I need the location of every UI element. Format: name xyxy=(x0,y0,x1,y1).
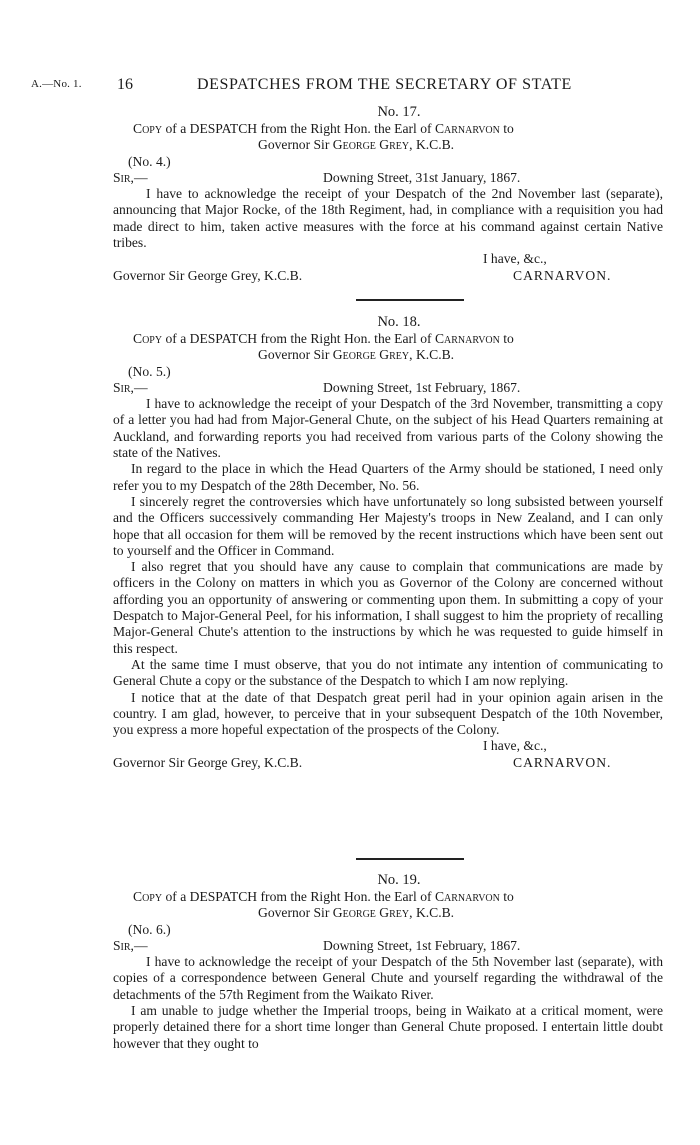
despatch-caption: Copy of a DESPATCH from the Right Hon. the Earl of Carnarvon to xyxy=(133,889,514,904)
despatch-ref: (No. 6.) xyxy=(128,921,171,937)
salutation-line xyxy=(113,380,663,396)
despatch-number: No. 17. xyxy=(377,104,421,120)
signature: CARNARVON. xyxy=(513,267,612,283)
closing: I have, &c., xyxy=(483,738,547,754)
sign-off xyxy=(113,738,663,771)
section-divider xyxy=(356,299,464,301)
despatch-no-18 xyxy=(113,313,663,771)
section-divider xyxy=(356,858,464,860)
running-title: DESPATCHES FROM THE SECRETARY OF STATE xyxy=(197,76,572,93)
despatch-caption: Copy of a DESPATCH from the Right Hon. the Earl of Carnarvon to xyxy=(133,121,514,136)
document-reference: A.—No. 1. xyxy=(31,78,82,90)
despatch-ref: (No. 5.) xyxy=(128,363,171,379)
addressee: Governor Sir George Grey, K.C.B. xyxy=(113,267,303,283)
page-header xyxy=(0,76,700,96)
despatch-date: Downing Street, 1st February, 1867. xyxy=(323,379,521,395)
signature: CARNARVON. xyxy=(513,754,612,770)
despatch-date: Downing Street, 1st February, 1867. xyxy=(323,937,521,953)
despatch-number: No. 19. xyxy=(377,872,421,888)
despatch-caption-recipient: Governor Sir George Grey, K.C.B. xyxy=(258,137,455,153)
despatch-no-17 xyxy=(113,103,663,284)
salutation: Sir,— xyxy=(113,169,148,185)
paragraph: In regard to the place in which the Head Quarters of the Army should be stationed, I need only refer you to my Despatch of the 28th December, No. 56. xyxy=(113,461,663,493)
paragraph: I am unable to judge whether the Imperial troops, being in Waikato at a critical moment, were properly detained there for a short time longer than General Chute proposed. I entertain little doubt however that they ought to xyxy=(113,1003,663,1051)
despatch-date: Downing Street, 31st January, 1867. xyxy=(323,169,521,185)
paragraph: At the same time I must observe, that you do not intimate any intention of communicating to General Chute a copy or the substance of the Despatch to which I am now replying. xyxy=(113,656,663,689)
closing: I have, &c., xyxy=(483,251,547,267)
despatch-ref: (No. 4.) xyxy=(128,153,171,169)
paragraph: I have to acknowledge the receipt of your Despatch of the 3rd November, transmitting a copy of a letter you had had from Major-General Chute, on the subject of his Head Quarters remaining at Auckland, and forwarding reports you had received from various parts of the Colony showing the state of the Natives. xyxy=(113,396,663,461)
sign-off xyxy=(113,251,663,284)
paragraph: I also regret that you should have any cause to complain that communications are made by officers in the Colony on matters in which you as Governor of the Colony are concerned without affording you an opportunity of answering or commenting upon them. In submitting a copy of your Despatch to Major-General Peel, for his information, I shall suggest to him the propriety of recalling Major-General Chute's attention to the instructions by which he was requested to guide himself in this respect. xyxy=(113,559,663,656)
salutation: Sir,— xyxy=(113,937,148,953)
despatch-caption: Copy of a DESPATCH from the Right Hon. the Earl of Carnarvon to xyxy=(133,331,514,346)
salutation: Sir,— xyxy=(113,379,148,395)
addressee: Governor Sir George Grey, K.C.B. xyxy=(113,754,303,770)
despatch-number: No. 18. xyxy=(377,314,421,330)
paragraph: I have to acknowledge the receipt of your Despatch of the 2nd November last (separate), announcing that Major Rocke, of the 18th Regiment, had, in compliance with a requisition you had made direct to him, taken active measures with the force at his command against certain Native tribes. xyxy=(113,186,663,251)
paragraph: I notice that at the date of that Despatch great peril had in your opinion again arisen in the country. I am glad, however, to perceive that in your subsequent Despatch of the 10th November, you express a more hopeful expectation of the prospects of the Colony. xyxy=(113,689,663,738)
despatch-caption-recipient: Governor Sir George Grey, K.C.B. xyxy=(258,347,455,363)
salutation-line xyxy=(113,938,663,954)
salutation-line xyxy=(113,170,663,186)
page-number: 16 xyxy=(117,76,133,93)
paragraph: I sincerely regret the controversies which have unfortunately so long subsisted between yourself and the Officers successively commanding Her Majesty's troops in New Zealand, and I can only hope that all occasion for them will be removed by the recent instructions which have been sent out to yourself and the Officer in Command. xyxy=(113,493,663,558)
despatch-caption-recipient: Governor Sir George Grey, K.C.B. xyxy=(258,905,455,921)
despatch-no-19 xyxy=(113,871,663,1052)
paragraph: I have to acknowledge the receipt of your Despatch of the 5th November last (separate), with copies of a correspondence between General Chute and yourself regarding the withdrawal of the detachments of the 57th Regiment from the Waikato River. xyxy=(113,954,663,1002)
